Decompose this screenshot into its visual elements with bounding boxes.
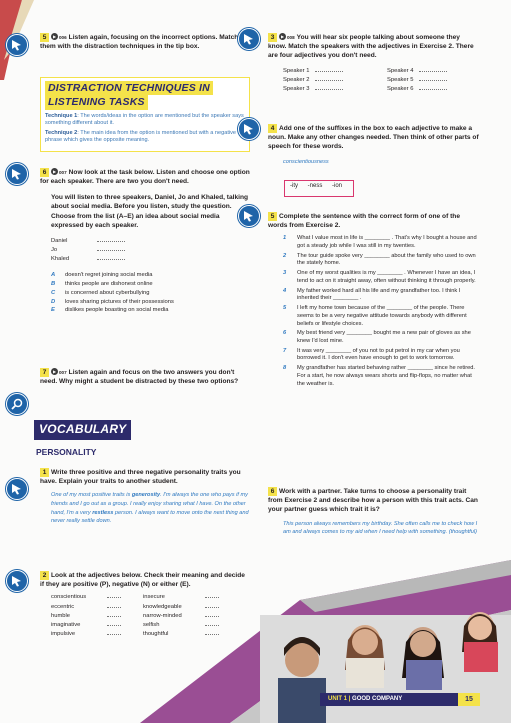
search-marker-icon[interactable] — [6, 393, 28, 415]
technique-2-text: : The main idea from the option is mentioned but with a negative phrase which gives the opposite meaning. — [45, 129, 237, 143]
audio-code: 007 — [59, 170, 67, 175]
tip-technique-1 — [45, 113, 245, 128]
answer-blank[interactable] — [97, 255, 125, 260]
answer-blank[interactable] — [205, 630, 219, 635]
answer-blank[interactable] — [107, 630, 121, 635]
sentence-item: 2 The tour guide spoke very ________ about the family who used to own the stately home. — [283, 252, 476, 267]
audio-icon[interactable]: ▶ — [52, 169, 57, 174]
adjective-column-1 — [51, 593, 143, 639]
audio-code: 007 — [59, 370, 67, 375]
pointer-marker[interactable] — [6, 478, 28, 500]
answer-blank[interactable] — [315, 85, 343, 90]
option-item: A doesn't regret joining social media — [51, 271, 153, 278]
suffix-box — [284, 180, 354, 197]
speaker-row: Speaker 1 — [283, 67, 387, 76]
task-instruction: Now look at the task below. Listen and choose one option for each speaker. There are two you don't need. — [40, 169, 250, 186]
audio-icon[interactable]: ▶ — [52, 34, 57, 39]
option-list — [40, 271, 250, 316]
pointer-marker[interactable] — [238, 28, 260, 50]
answer-blank[interactable] — [315, 76, 343, 81]
task-number: 7 — [40, 368, 49, 377]
task-number: 1 — [40, 468, 49, 477]
task-instruction: Work with a partner. Take turns to choose a personality trait from Exercise 2 and describe how a person with this trait acts. Can your partner guess which trait it is? — [268, 488, 478, 514]
adjective-row: impulsive — [51, 630, 143, 639]
option-item: C is concerned about cyberbullying — [51, 289, 150, 296]
task-number: 5 — [40, 33, 49, 42]
section-title: PERSONALITY — [36, 447, 97, 457]
sentence-list — [268, 235, 480, 388]
vocabulary-badge: VOCABULARY — [34, 420, 131, 440]
sentence-item: 7 It was very ________ of you not to put petrol in my car when you borrowed it. I don't even have enough to get to work tomorrow. — [283, 347, 460, 362]
task-5-listening — [40, 33, 250, 51]
example-text: One of my most positive traits is generosity. I'm always the one who pays if my friends and I go out as a group. I really enjoy sharing what I have. On the other hand, I'm a very restless person. I always want to move onto the next thing and never really settle down. — [51, 492, 249, 525]
vocab-task-2 — [40, 571, 250, 640]
adjective-row: insecure — [143, 593, 243, 602]
task-number: 4 — [268, 124, 277, 133]
speaker-row: Speaker 4 — [387, 67, 477, 76]
adjective-row: eccentric — [51, 603, 143, 612]
task-number: 6 — [268, 487, 277, 496]
task-number: 6 — [40, 168, 49, 177]
task-6-context: You will listen to three speakers, Daniel, Jo and Khaled, talking about social media. Before you listen, study the question. Choose from the list (A–E) an idea about social media expressed by each speaker. — [51, 194, 249, 229]
task-instruction: Listen again and focus on the two answers you don't need. Why might a student be distracted by these two options? — [40, 369, 239, 386]
speaker-row: Speaker 6 — [387, 85, 477, 94]
unit-title: GOOD COMPANY — [352, 696, 403, 702]
technique-2-label: Technique 2 — [45, 129, 78, 136]
tip-title-line1: DISTRACTION TECHNIQUES IN — [45, 81, 213, 95]
speaker-column-2 — [387, 67, 477, 95]
speaker-row: Jo — [51, 246, 250, 255]
sentence-item: 6 My best friend very ________ bought me a new pair of gloves as she knew I'd lost mine. — [283, 330, 471, 344]
option-item: D loves sharing pictures of their possessions — [51, 298, 174, 305]
speaker-row: Khaled — [51, 255, 250, 264]
answer-blank[interactable] — [419, 67, 447, 72]
task-instruction: Write three positive and three negative personality traits you have. Explain your traits to another student. — [40, 469, 241, 486]
answer-blank[interactable] — [97, 237, 125, 242]
answer-blank[interactable] — [315, 67, 343, 72]
sentence-item: 4 My father worked hard all his life and my grandfather too. I think I inherited their ________ . — [283, 287, 461, 302]
audio-code: 006 — [59, 35, 67, 40]
task-instruction: Add one of the suffixes in the box to each adjective to make a noun. Make any other changes needed. Then think of other parts of speech for these words. — [268, 125, 479, 151]
task-instruction: Look at the adjectives below. Check their meaning and decide if they are positive (P), negative (N) or either (E). — [40, 572, 245, 589]
task-6-listening — [40, 168, 250, 315]
task-number: 3 — [268, 33, 277, 42]
answer-blank[interactable] — [107, 593, 121, 598]
adjective-row: thoughtful — [143, 630, 243, 639]
speaker-grid — [268, 67, 480, 95]
task-instruction: You will hear six people talking about someone they know. Match the speakers with the adjectives in Exercise 2. There are four adjectives you don't need. — [268, 34, 474, 60]
speaker-row: Speaker 5 — [387, 76, 477, 85]
task-number: 2 — [40, 571, 49, 580]
task-instruction: Listen again, focusing on the incorrect options. Match them with the distraction techniques in the tip box. — [40, 34, 239, 51]
task-5-vocabulary — [268, 212, 480, 390]
speaker-row: Speaker 2 — [283, 76, 387, 85]
speaker-column-1 — [283, 67, 387, 95]
suffix: -ion — [332, 183, 343, 189]
pointer-marker[interactable] — [6, 570, 28, 592]
task-6-speaking — [268, 487, 480, 537]
example-text: This person always remembers my birthday. She often calls me to check how I am and always comes to my aid when I need help with something. (thoughtful) — [283, 520, 478, 536]
adjective-row: humble — [51, 612, 143, 621]
technique-1-text: : The words/ideas in the option are mentioned but the speaker says something different about it. — [45, 112, 244, 127]
sentence-item: 5 I left my home town because of the ________ of the people. There seems to be a very negative attitude towards anybody with different beliefs or lifestyle choices. — [283, 305, 467, 327]
pointer-marker[interactable] — [238, 118, 260, 140]
pointer-marker[interactable] — [6, 163, 28, 185]
answer-blank[interactable] — [205, 593, 219, 598]
sentence-item: 8 My grandfather has started behaving rather ________ since he retired. For a start, he now always wears shorts and flip-flops, no matter what the weather is. — [283, 365, 476, 387]
task-instruction: Complete the sentence with the correct form of one of the words from Exercise 2. — [268, 213, 460, 230]
tip-technique-2 — [45, 130, 245, 145]
sentence-item: 1 What I value most in life is ________ . That's why I bought a house and got a steady job while I was still in my twenties. — [283, 235, 477, 250]
page-number: 15 — [458, 693, 480, 706]
answer-blank[interactable] — [107, 612, 121, 617]
pointer-marker[interactable] — [6, 34, 28, 56]
tip-title-line2: LISTENING TASKS — [45, 95, 148, 109]
answer-blank[interactable] — [97, 246, 125, 251]
audio-code: 008 — [287, 35, 295, 40]
example-word: conscientiousness — [283, 158, 329, 165]
option-item: B thinks people are dishonest online — [51, 280, 153, 287]
adjective-row: knowledgeable — [143, 603, 243, 612]
option-item: E dislikes people boasting on social media — [51, 307, 169, 314]
task-3-listening — [268, 33, 480, 94]
suffix: -ity — [290, 183, 298, 189]
answer-blank[interactable] — [107, 621, 121, 626]
unit-label: UNIT 1 — [328, 696, 348, 702]
speaker-row: Speaker 3 — [283, 85, 387, 94]
unit-footer: UNIT 1 | GOOD COMPANY — [320, 693, 480, 706]
speaker-row: Daniel — [51, 237, 250, 246]
adjective-row: imaginative — [51, 621, 143, 630]
adjective-table — [40, 593, 250, 639]
answer-blank[interactable] — [107, 603, 121, 608]
adjective-column-2 — [143, 593, 243, 639]
answer-blank[interactable] — [205, 612, 219, 617]
adjective-row: selfish — [143, 621, 243, 630]
audio-icon[interactable]: ▶ — [52, 369, 57, 374]
answer-blank[interactable] — [419, 76, 447, 81]
technique-1-label: Technique 1 — [45, 112, 78, 119]
answer-blank[interactable] — [419, 85, 447, 90]
adjective-row: conscientious — [51, 593, 143, 602]
answer-blank[interactable] — [205, 621, 219, 626]
task-4-vocabulary — [268, 124, 480, 166]
audio-icon[interactable]: ▶ — [280, 34, 285, 39]
pointer-marker[interactable] — [238, 205, 260, 227]
speaker-list — [40, 237, 250, 265]
suffix: -ness — [307, 183, 323, 189]
vocab-task-1 — [40, 468, 250, 526]
adjective-row: narrow-minded — [143, 612, 243, 621]
answer-blank[interactable] — [205, 603, 219, 608]
task-number: 5 — [268, 212, 277, 221]
sentence-item: 3 One of my worst qualities is my ________ . Whenever I have an idea, I tend to act on it straight away, often without thinking it through properly. — [283, 270, 476, 284]
task-7-listening — [40, 368, 250, 386]
tip-box — [40, 77, 250, 152]
